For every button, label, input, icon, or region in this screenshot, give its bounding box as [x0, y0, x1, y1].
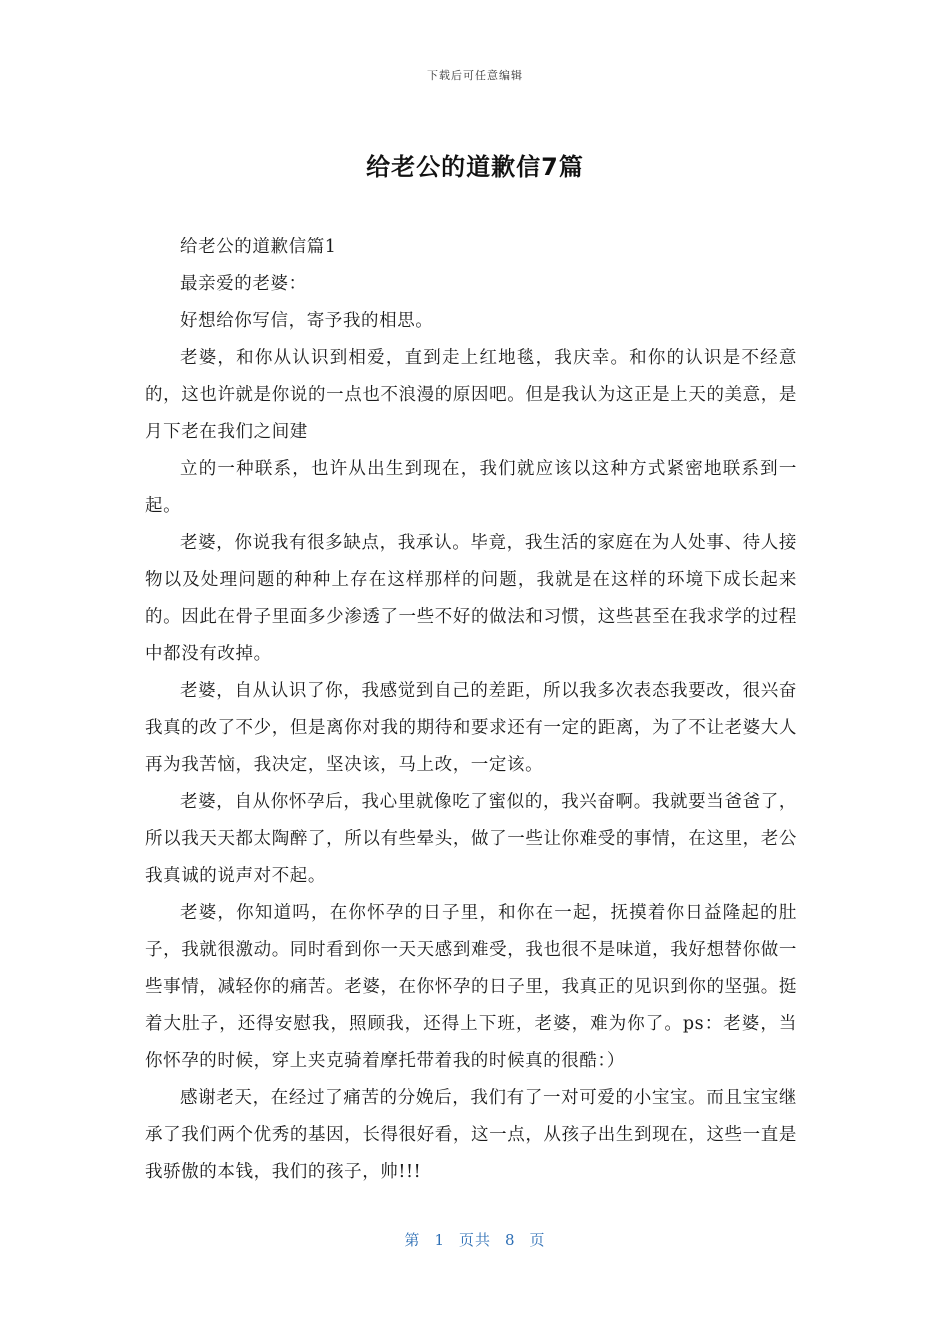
header-note: 下载后可任意编辑	[427, 69, 523, 82]
paragraph: 老婆，自从认识了你，我感觉到自己的差距，所以我多次表态我要改，很兴奋我真的改了不少，但是离你对我的期待和要求还有一定的距离，为了不让老婆大人再为我苦恼，我决定，坚决该，马上改，一定该。	[145, 681, 797, 775]
paragraph: 老婆，你说我有很多缺点，我承认。毕竟，我生活的家庭在为人处事、待人接物以及处理问题的种种上存在这样那样的问题，我就是在这样的环境下成长起来的。因此在骨子里面多少渗透了一些不好的做法和习惯，这些甚至在我求学的过程中都没有改掉。	[145, 533, 797, 664]
paragraph: 老婆，自从你怀孕后，我心里就像吃了蜜似的，我兴奋啊。我就要当爸爸了，所以我天天都太陶醉了，所以有些晕头，做了一些让你难受的事情，在这里，老公我真诚的说声对不起。	[145, 792, 797, 886]
paragraph: 老婆，和你从认识到相爱，直到走上红地毯，我庆幸。和你的认识是不经意的，这也许就是你说的一点也不浪漫的原因吧。但是我认为这正是上天的美意，是月下老在我们之间建	[145, 348, 797, 442]
section-heading: 给老公的道歉信篇1	[180, 237, 337, 257]
document-title: 给老公的道歉信7篇	[366, 153, 584, 181]
current-page-number: 1	[434, 1231, 445, 1249]
page-footer	[0, 1229, 950, 1250]
paragraph: 老婆，你知道吗，在你怀孕的日子里，和你在一起，抚摸着你日益隆起的肚子，我就很激动。同时看到你一天天感到难受，我也很不是味道，我好想替你做一些事情，减轻你的痛苦。老婆，在你怀孕的日子里，我真正的见识到你的坚强。挺着大肚子，还得安慰我，照顾我，还得上下班，老婆，难为你了。ps：老婆，当你怀孕的时候，穿上夹克骑着摩托带着我的时候真的很酷：）	[145, 903, 797, 1071]
total-pages-number: 8	[505, 1231, 516, 1249]
document-body	[145, 229, 797, 1191]
footer-prefix: 第	[404, 1231, 421, 1249]
paragraph: 感谢老天，在经过了痛苦的分娩后，我们有了一对可爱的小宝宝。而且宝宝继承了我们两个优秀的基因，长得很好看，这一点，从孩子出生到现在，这些一直是我骄傲的本钱，我们的孩子，帅!!!	[145, 1088, 797, 1182]
salutation: 最亲爱的老婆：	[180, 274, 307, 294]
footer-suffix: 页	[529, 1231, 546, 1249]
paragraph: 立的一种联系，也许从出生到现在，我们就应该以这种方式紧密地联系到一起。	[145, 459, 797, 516]
paragraph: 好想给你写信，寄予我的相思。	[180, 311, 434, 331]
footer-middle: 页共	[458, 1231, 491, 1249]
